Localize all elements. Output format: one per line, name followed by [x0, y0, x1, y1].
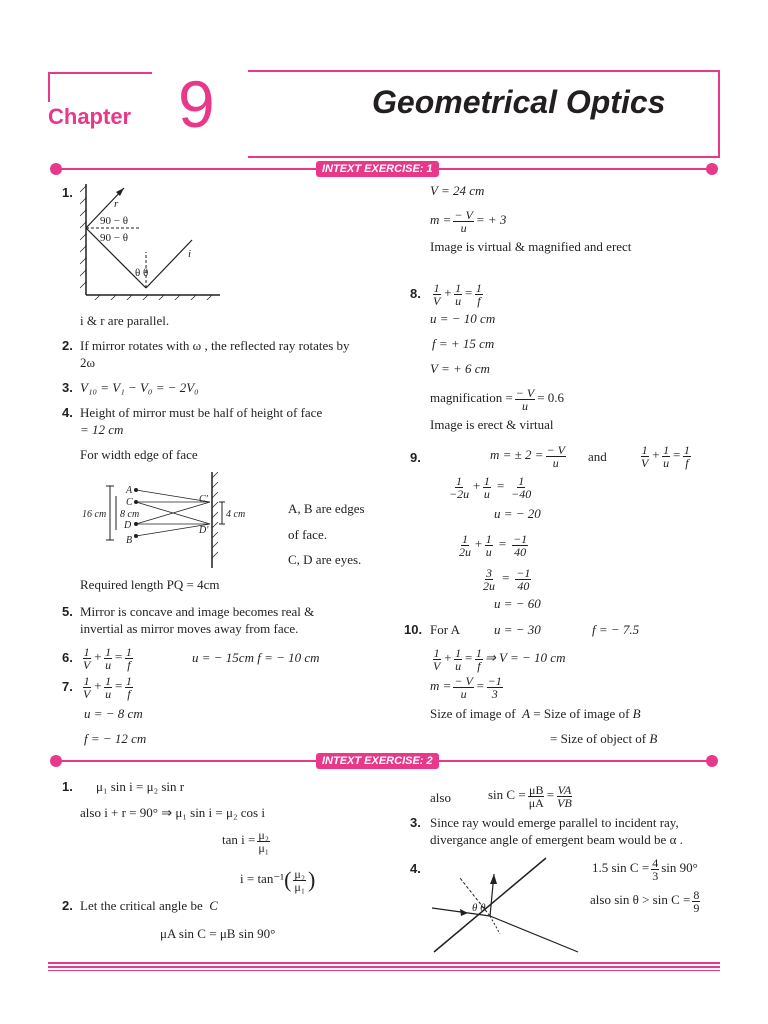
equation: $\frac{1}{V}$ + $\frac{1}{u}$ = $\frac{1}{f}$	[83, 673, 132, 701]
equation: i = tan⁻¹( $\frac{\text{μ₂}}{\text{μ₁}}$ )	[240, 866, 316, 894]
equation: $\frac{1}{-2u}$ + $\frac{1}{u}$ = $\frac{1}{-40}$	[449, 473, 532, 501]
figure-note: of face.	[288, 527, 327, 542]
answer-text: i & r are parallel.	[80, 313, 170, 328]
chapter-label: Chapter	[48, 104, 132, 129]
question-number: 1.	[62, 185, 73, 200]
answer-text: u = − 8 cm	[84, 706, 143, 721]
answer-text: 2ω	[80, 355, 96, 370]
equation: $\frac{1}{V}$ + $\frac{1}{u}$ = $\frac{1}{f}$ ⇒ V = − 10 cm	[433, 645, 566, 673]
answer-text: = Size of object of B	[550, 731, 658, 746]
answer-text: divergance angle of emergent beam would be α .	[430, 832, 683, 847]
answer-text: Since ray would emerge parallel to incident ray,	[430, 815, 679, 830]
equation: 1.5 sin C = $\frac{4}{3}$ sin 90°	[592, 855, 698, 883]
page-title: Geometrical Optics	[372, 84, 666, 120]
fig-label-16cm: 16 cm	[82, 509, 107, 520]
answer-text: Size of image of A = Size of image of B	[430, 706, 641, 721]
answer-text: u = − 20	[494, 506, 541, 521]
equation: also sin θ > sin C = $\frac{8}{9}$	[590, 887, 700, 915]
question-number: 7.	[62, 679, 73, 694]
section-dot-right	[706, 755, 718, 767]
equation: magnification = $\frac{- V}{u}$ = 0.6	[430, 385, 565, 413]
header-frame-left-top	[48, 72, 152, 74]
fig-label-angle1: 90 − θ	[100, 215, 128, 227]
fig-label-theta: θ θ	[472, 902, 486, 914]
question-number: 5.	[62, 604, 73, 619]
equation: $\frac{1}{V}$ + $\frac{1}{u}$ = $\frac{1}{f}$	[433, 280, 482, 308]
figure-note: C, D are eyes.	[288, 552, 362, 567]
question-number: 9.	[410, 450, 421, 465]
refraction-figure	[428, 852, 588, 956]
section-title: INTEXT EXERCISE: 1	[316, 161, 439, 177]
figure-note: A, B are edges	[288, 501, 365, 516]
answer-text: V = + 6 cm	[430, 361, 490, 376]
fig-label-D: D	[124, 520, 132, 531]
answer-text: V = 24 cm	[430, 183, 485, 198]
answer-text: μA sin C = μB sin 90°	[160, 926, 276, 941]
answer-text: also	[430, 790, 451, 805]
question-number: 1.	[62, 779, 73, 794]
section-title: INTEXT EXERCISE: 2	[316, 753, 439, 769]
fig-label-B: B	[126, 535, 133, 546]
answer-text: f = + 15 cm	[432, 336, 495, 351]
answer-text: u = − 10 cm	[430, 311, 496, 326]
header-frame-left-side	[48, 72, 50, 102]
answer-text: u = − 60	[494, 596, 541, 611]
answer-text: f = − 12 cm	[84, 731, 147, 746]
answer-text: Required length PQ = 4cm	[80, 577, 220, 592]
answer-text: For width edge of face	[80, 447, 198, 462]
equation: m = $\frac{- V}{u}$ = $\frac{-1}{3}$	[430, 673, 502, 701]
question-number: 4.	[410, 861, 421, 876]
fig-label-theta: θ θ	[135, 267, 149, 279]
answer-text: f = − 7.5	[592, 622, 640, 637]
equation: $\frac{1}{V}$ + $\frac{1}{u}$ = $\frac{1}{f}$	[641, 442, 690, 470]
equation: tan i = $\frac{\text{μ₂}}{\text{μ₁}}$	[222, 827, 269, 855]
equation: sin C = $\frac{\mu B}{\mu A}$ = $\frac{VA}{VB}$	[488, 782, 572, 810]
fig-label-Dprime: D'	[199, 525, 209, 536]
answer-text: u = − 15cm f = − 10 cm	[192, 650, 320, 665]
footer-rule	[48, 962, 720, 964]
question-number: 10.	[404, 622, 423, 637]
equation: m = ± 2 = $\frac{- V}{u}$	[490, 442, 566, 470]
question-number: 3.	[410, 815, 421, 830]
footer-rule	[48, 970, 720, 971]
connector-text: and	[588, 449, 607, 464]
fig-label-r: r	[114, 198, 119, 210]
answer-text: = 12 cm	[80, 422, 124, 437]
fig-label-4cm: 4 cm	[226, 509, 246, 520]
answer-text: V₁₀ = V₁ − V₀ = − 2V₀	[80, 380, 199, 395]
answer-text: Image is erect & virtual	[430, 417, 554, 432]
answer-text: μ₁ sin i = μ₂ sin r	[96, 779, 185, 794]
fig-label-i: i	[188, 248, 192, 260]
equation: $\frac{1}{V}$ + $\frac{1}{u}$ = $\frac{1}{f}$	[83, 644, 132, 672]
fig-label-8cm: 8 cm	[120, 509, 140, 520]
fig-label-Cprime: C'	[199, 494, 208, 505]
question-number: 6.	[62, 650, 73, 665]
equation: $\frac{3}{2u}$ = $\frac{-1}{40}$	[483, 565, 531, 593]
question-number: 3.	[62, 380, 73, 395]
answer-text: Let the critical angle be C	[80, 898, 218, 913]
fig-label-angle2: 90 − θ	[100, 232, 128, 244]
fig-label-A: A	[126, 485, 133, 496]
answer-text: Mirror is concave and image becomes real &	[80, 604, 315, 619]
question-number: 8.	[410, 286, 421, 301]
answer-text: invertial as mirror moves away from face.	[80, 621, 299, 636]
answer-text: u = − 30	[494, 622, 541, 637]
chapter-number: 9	[178, 67, 215, 141]
answer-text: For A	[430, 622, 460, 637]
question-number: 4.	[62, 405, 73, 420]
equation: $\frac{1}{2u}$ + $\frac{1}{u}$ = $\frac{-1}{40}$	[459, 531, 528, 559]
answer-text: If mirror rotates with ω , the reflected ray rotates by	[80, 338, 350, 353]
answer-text: also i + r = 90° ⇒ μ₁ sin i = μ₂ cos i	[80, 805, 265, 820]
answer-text: Height of mirror must be half of height of face	[80, 405, 323, 420]
section-dot-right	[706, 163, 718, 175]
fig-label-C: C	[126, 497, 133, 508]
question-number: 2.	[62, 898, 73, 913]
question-number: 2.	[62, 338, 73, 353]
footer-rule	[48, 966, 720, 968]
equation: m = $\frac{- V}{u}$ = + 3	[430, 207, 507, 235]
answer-text: Image is virtual & magnified and erect	[430, 239, 632, 254]
